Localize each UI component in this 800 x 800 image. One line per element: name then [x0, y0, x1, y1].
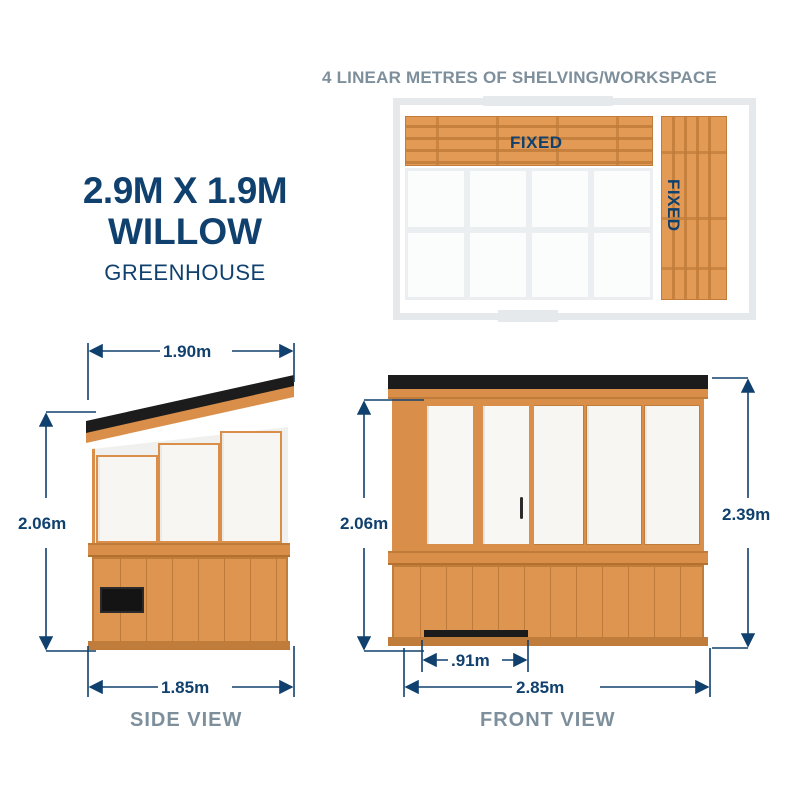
plan-glass-cell: [405, 230, 467, 300]
front-dim-right: 2.39m: [722, 505, 771, 524]
front-roof-trim: [388, 389, 708, 399]
side-view-label: SIDE VIEW: [130, 709, 243, 731]
side-dim-top: 1.90m: [163, 342, 212, 361]
plan-glass-cell: [529, 230, 591, 300]
shelving-band-top: [405, 116, 653, 166]
side-shelf: [88, 543, 290, 557]
side-dim-bottom: 1.85m: [161, 678, 210, 697]
side-vent-grille: [100, 587, 144, 613]
front-dim-bottom: 2.85m: [516, 678, 565, 697]
plan-glass-cell: [467, 168, 529, 230]
plan-glass-cell: [405, 168, 467, 230]
front-roof: [388, 375, 708, 389]
plan-glass-cell: [529, 168, 591, 230]
front-shelf: [388, 551, 708, 565]
plan-glass-cell: [591, 230, 653, 300]
front-door-handle[interactable]: [520, 497, 523, 519]
front-base-rail: [388, 637, 708, 646]
front-door-right-glass: [483, 406, 529, 544]
page-title-model: WILLOW: [107, 211, 263, 252]
front-pane: [586, 405, 642, 545]
shelving-caption: 4 LINEAR METRES OF SHELVING/WORKSPACE: [322, 68, 717, 87]
front-dim-left: 2.06m: [340, 514, 389, 533]
plan-glass-cell: [591, 168, 653, 230]
shelving-fixed-label-top: FIXED: [510, 133, 563, 152]
front-door-left-glass: [427, 406, 473, 544]
page-title-dimensions: 2.9M X 1.9M: [82, 170, 288, 211]
side-dim-left: 2.06m: [18, 514, 67, 533]
side-base-rail: [88, 641, 290, 650]
front-view-label: FRONT VIEW: [480, 709, 616, 731]
front-door-left[interactable]: [422, 401, 478, 549]
side-view-drawing: [86, 375, 294, 650]
plan-glass-cell: [467, 230, 529, 300]
front-door-right[interactable]: [478, 401, 534, 549]
title-block: [40, 172, 330, 286]
page-title-subtitle: GREENHOUSE: [104, 259, 266, 285]
plan-door-tab: [498, 310, 558, 322]
side-pane: [158, 443, 220, 543]
front-pane: [528, 405, 584, 545]
plan-view-diagram: [393, 98, 756, 320]
side-pane: [220, 431, 282, 543]
side-pane: [96, 455, 158, 543]
plan-roof-tab: [483, 96, 613, 106]
front-view-drawing: [388, 375, 708, 650]
front-dim-door: .91m: [451, 651, 490, 670]
shelving-fixed-label-side: FIXED: [664, 179, 683, 232]
shelving-band-side: [661, 116, 727, 300]
front-pane: [644, 405, 700, 545]
